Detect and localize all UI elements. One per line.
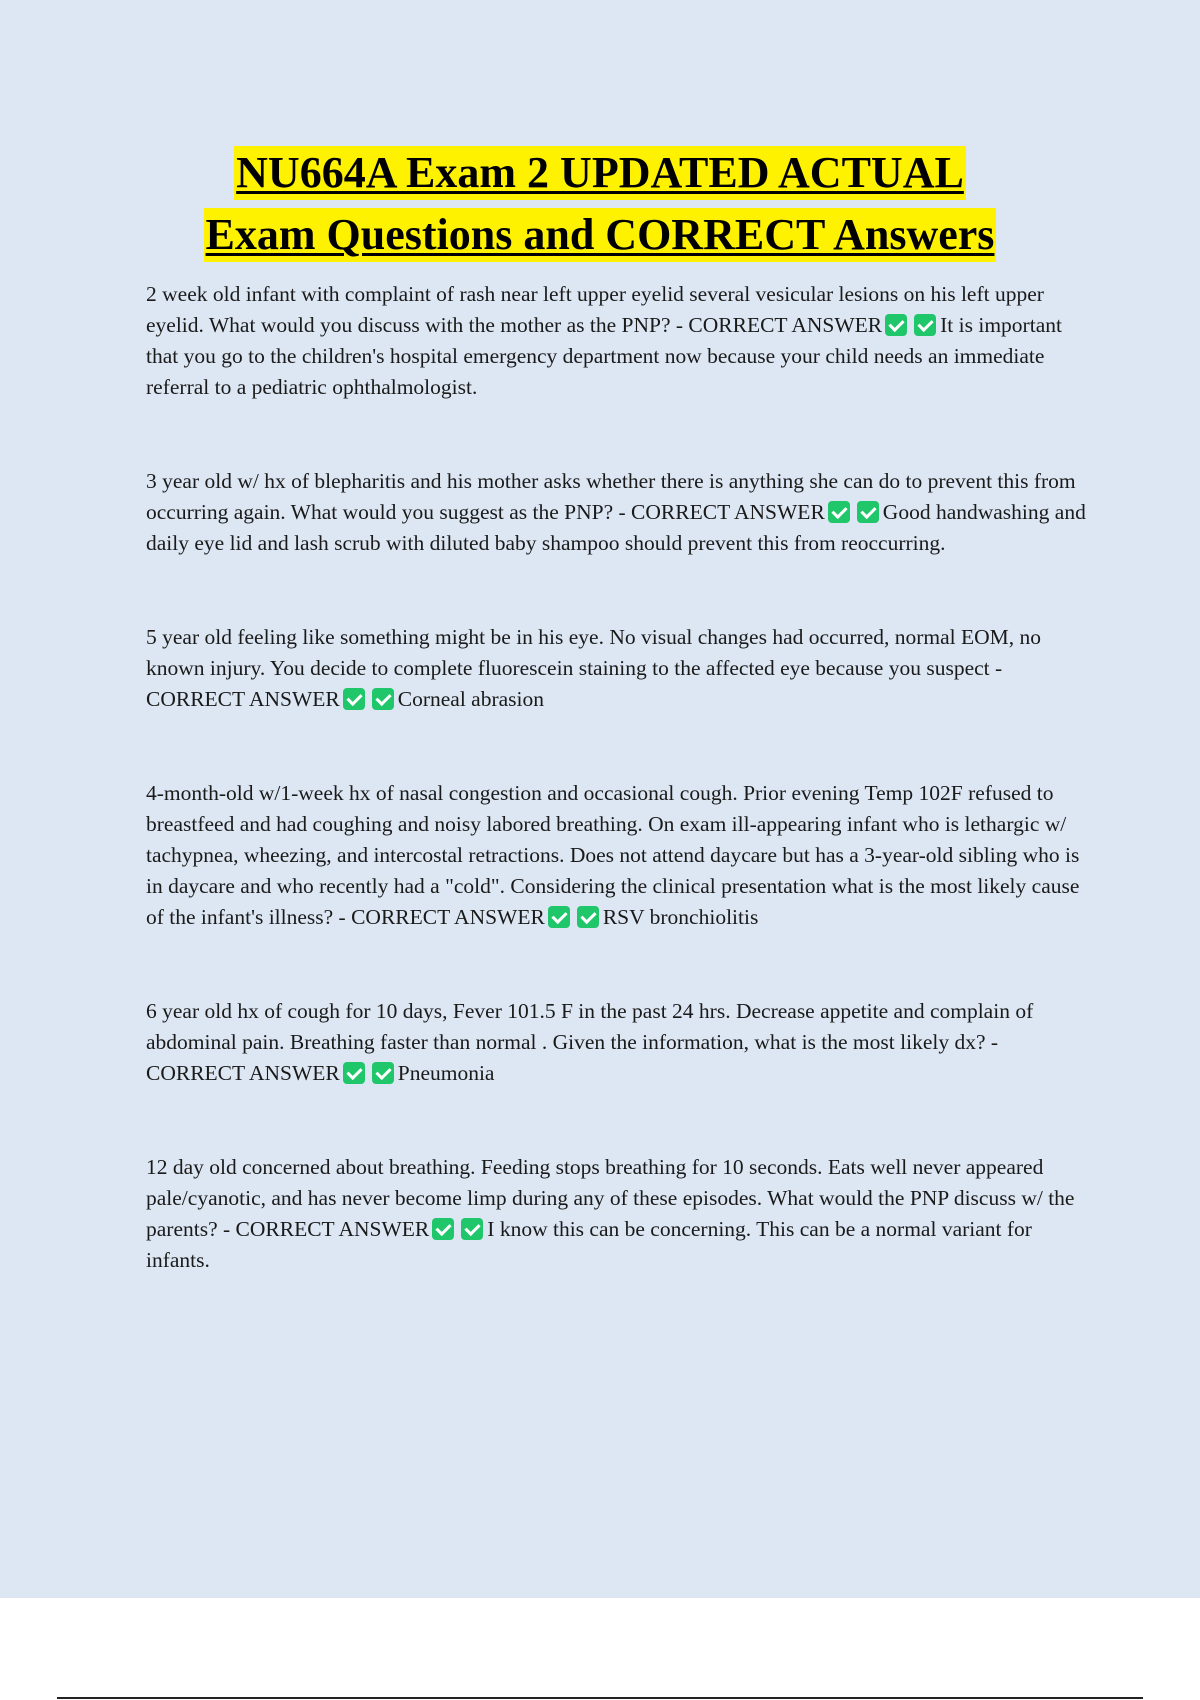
qa-item-1 <box>146 279 1086 403</box>
green-checkmark-icon <box>828 501 850 523</box>
answer-text: Corneal abrasion <box>397 687 545 711</box>
question-text: 12 day old concerned about breathing. Feeding stops breathing for 10 seconds. Eats well never appeared pale/cyanotic, and has never become limp during any of these episodes. What would the PNP discuss w/ the parents? - CORRECT ANSWER <box>146 1155 1075 1241</box>
question-text: 2 week old infant with complaint of rash near left upper eyelid several vesicular lesions on his left upper eyelid. What would you discuss with the mother as the PNP? - CORRECT ANSWER <box>146 282 1044 337</box>
qa-item-4 <box>146 778 1086 933</box>
document-title <box>0 146 1200 262</box>
qa-list <box>146 279 1086 1276</box>
green-checkmark-icon <box>461 1218 483 1240</box>
green-checkmark-icon <box>343 688 365 710</box>
answer-text: It is important that you go to the children's hospital emergency department now because your child needs an immediate referral to a pediatric ophthalmologist. <box>146 313 1062 399</box>
qa-item-6 <box>146 1152 1086 1276</box>
question-text: 6 year old hx of cough for 10 days, Fever 101.5 F in the past 24 hrs. Decrease appetite and complain of abdominal pain. Breathing faster than normal . Given the information, what is the most likely dx? - CORRECT ANSWER <box>146 999 1034 1085</box>
answer-text: I know this can be concerning. This can be a normal variant for infants. <box>146 1217 1032 1272</box>
green-checkmark-icon <box>857 501 879 523</box>
green-checkmark-icon <box>577 906 599 928</box>
question-text: 3 year old w/ hx of blepharitis and his mother asks whether there is anything she can do to prevent this from occurring again. What would you suggest as the PNP? - CORRECT ANSWER <box>146 469 1076 524</box>
green-checkmark-icon <box>914 314 936 336</box>
title-line-1: NU664A Exam 2 UPDATED ACTUAL <box>234 146 966 200</box>
qa-item-5 <box>146 996 1086 1089</box>
green-checkmark-icon <box>548 906 570 928</box>
answer-text: Pneumonia <box>397 1061 495 1085</box>
footer-divider <box>57 1697 1143 1699</box>
green-checkmark-icon <box>372 688 394 710</box>
green-checkmark-icon <box>432 1218 454 1240</box>
green-checkmark-icon <box>343 1062 365 1084</box>
title-line-2: Exam Questions and CORRECT Answers <box>204 208 997 262</box>
answer-text: Good handwashing and daily eye lid and lash scrub with diluted baby shampoo should prevent this from reoccurring. <box>146 500 1086 555</box>
green-checkmark-icon <box>372 1062 394 1084</box>
qa-item-2 <box>146 466 1086 559</box>
green-checkmark-icon <box>885 314 907 336</box>
question-text: 5 year old feeling like something might be in his eye. No visual changes had occurred, normal EOM, no known injury. You decide to complete fluorescein staining to the affected eye because you suspect - CORRECT ANSWER <box>146 625 1042 711</box>
question-text: 4-month-old w/1-week hx of nasal congestion and occasional cough. Prior evening Temp 102F refused to breastfeed and had coughing and noisy labored breathing. On exam ill-appearing infant who is lethargic w/ tachypnea, wheezing, and intercostal retractions. Does not attend daycare but has a 3-year-old sibling who is in daycare and who recently had a "cold". Considering the clinical presentation what is the most likely cause of the infant's illness? - CORRECT ANSWER <box>146 781 1080 929</box>
qa-item-3 <box>146 622 1086 715</box>
answer-text: RSV bronchiolitis <box>602 905 759 929</box>
